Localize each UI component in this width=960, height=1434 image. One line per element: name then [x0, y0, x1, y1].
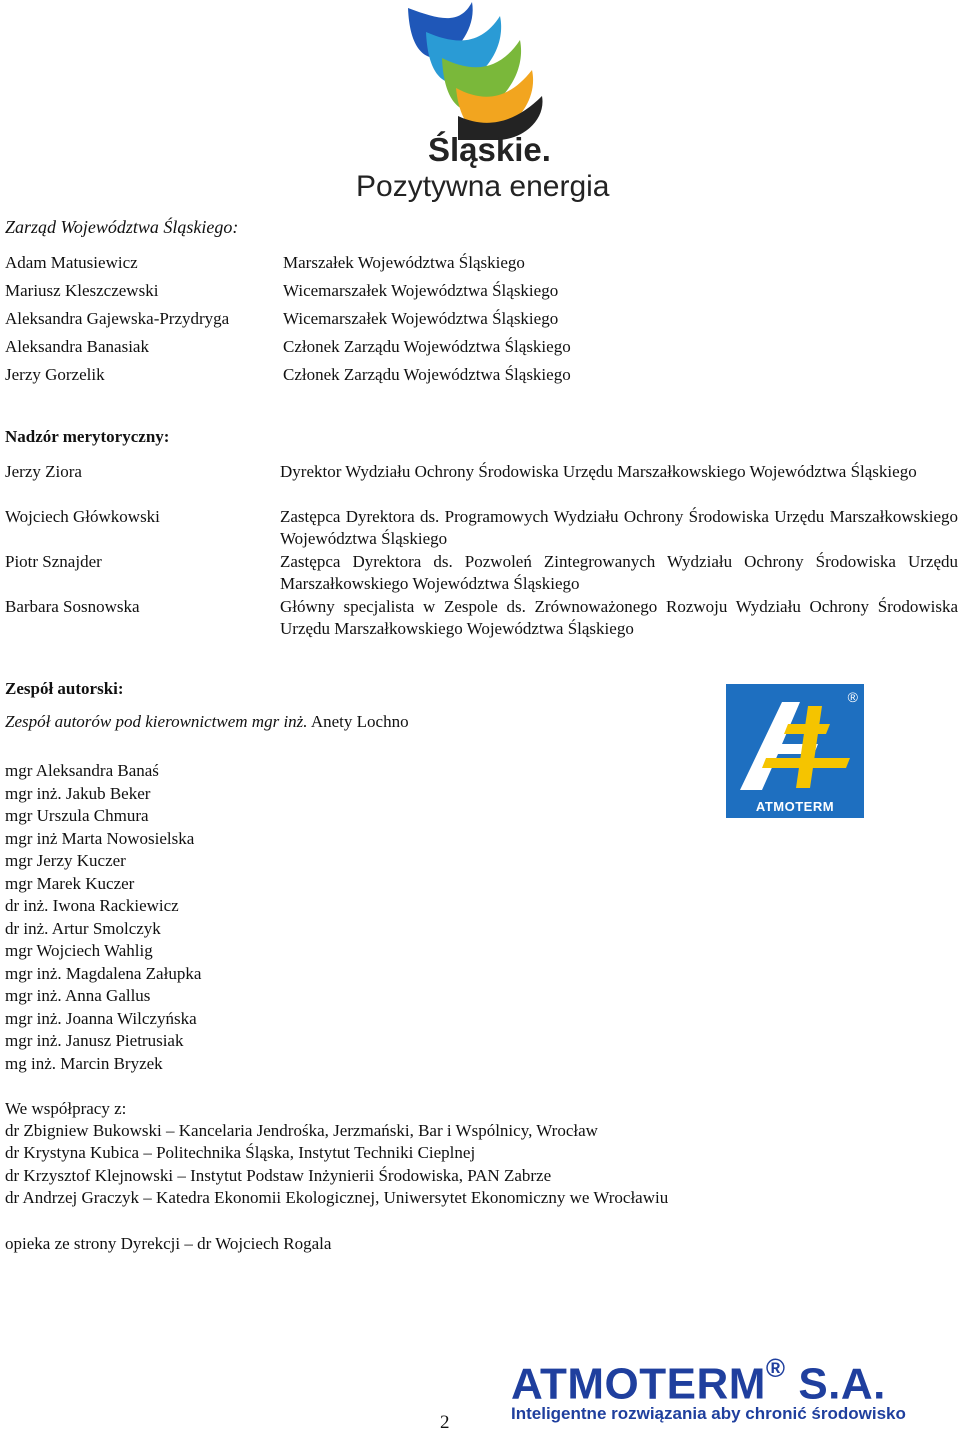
author-item: mgr Wojciech Wahlig	[5, 941, 153, 960]
cooperation-item: dr Krystyna Kubica – Politechnika Śląska, Instytut Techniki Cieplnej	[5, 1143, 476, 1163]
page-number: 2	[440, 1412, 450, 1433]
author-item: mgr inż Marta Nowosielska	[5, 828, 195, 848]
author-item: dr inż. Artur Smolczyk	[5, 918, 161, 938]
authors-heading: Zespół autorski:	[5, 679, 124, 698]
supervision-heading: Nadzór merytoryczny:	[5, 427, 170, 446]
board-member-role: Członek Zarządu Województwa Śląskiego	[283, 365, 571, 384]
supervision-member-name: Jerzy Ziora	[5, 462, 82, 481]
supervision-member-name: Wojciech Główkowski	[5, 507, 160, 526]
atmoterm-logo-reg: ®	[847, 689, 858, 705]
board-row	[5, 336, 960, 364]
board-row	[5, 252, 960, 280]
board-member-role: Członek Zarządu Województwa Śląskiego	[283, 337, 571, 356]
cooperation-item: dr Krzysztof Klejnowski – Instytut Podstaw Inżynierii Środowiska, PAN Zabrze	[5, 1165, 552, 1185]
cooperation-item: dr Andrzej Graczyk – Katedra Ekonomii Ekologicznej, Uniwersytet Ekonomiczny we Wrocławiu	[5, 1187, 669, 1207]
supervision-member-name: Piotr Sznajder	[5, 552, 102, 571]
footer-brand-reg: ®	[765, 1353, 786, 1383]
board-member-name: Adam Matusiewicz	[5, 253, 138, 272]
supervision-member-role: Zastępca Dyrektora ds. Programowych Wydziału Ochrony Środowiska Urzędu Marszałkowskiego Województwa Śląskiego	[280, 507, 958, 548]
board-member-role: Wicemarszałek Województwa Śląskiego	[283, 281, 559, 300]
care-line: opieka ze strony Dyrekcji – dr Wojciech Rogala	[5, 1234, 332, 1253]
slaskie-logo-line1: Śląskie.	[428, 131, 551, 168]
slaskie-wave-mark	[350, 0, 600, 140]
slaskie-logo-line2: Pozytywna energia	[356, 170, 610, 203]
author-item: mgr inż. Magdalena Załupka	[5, 963, 202, 983]
board-row	[5, 308, 960, 336]
authors-lead-italic: Zespół autorów pod kierownictwem mgr inż.	[5, 712, 308, 731]
author-item: mgr inż. Janusz Pietrusiak	[5, 1031, 184, 1050]
board-member-name: Mariusz Kleszczewski	[5, 281, 159, 300]
board-member-name: Aleksandra Gajewska-Przydryga	[5, 309, 230, 328]
authors-lead-name: Anety Lochno	[307, 712, 409, 731]
supervision-member-role: Dyrektor Wydziału Ochrony Środowiska Urzędu Marszałkowskiego Województwa Śląskiego	[280, 462, 917, 481]
board-member-name: Aleksandra Banasiak	[5, 337, 149, 356]
footer-brand-name: ATMOTERM	[511, 1359, 766, 1409]
author-item: mgr Aleksandra Banaś	[5, 761, 159, 780]
footer-brand-suffix: S.A.	[785, 1359, 886, 1409]
footer-tagline: Inteligentne rozwiązania aby chronić środowisko	[511, 1404, 906, 1423]
footer-brand	[511, 1348, 886, 1411]
author-item: mgr Urszula Chmura	[5, 806, 149, 825]
author-item: mgr Jerzy Kuczer	[5, 851, 126, 870]
board-heading: Zarząd Województwa Śląskiego:	[5, 217, 239, 237]
authors-team-list	[5, 760, 201, 1075]
supervision-member-role: Zastępca Dyrektora ds. Pozwoleń Zintegrowanych Wydziału Ochrony Środowiska Urzędu Marszałkowskiego Województwa Śląskiego	[280, 552, 958, 593]
authors-lead	[5, 711, 409, 733]
author-item: mgr inż. Jakub Beker	[5, 783, 151, 803]
supervision-member-name: Barbara Sosnowska	[5, 597, 140, 616]
atmoterm-logo-text: ATMOTERM	[755, 799, 835, 814]
board-row	[5, 364, 960, 392]
cooperation-list	[5, 1120, 668, 1209]
author-item: mgr inż. Joanna Wilczyńska	[5, 1008, 197, 1028]
board-member-role: Marszałek Województwa Śląskiego	[283, 253, 525, 272]
supervision-member-role: Główny specjalista w Zespole ds. Zrównoważonego Rozwoju Wydziału Ochrony Środowiska Urzędu Marszałkowskiego Województwa Śląskiego	[280, 597, 958, 638]
author-item: mg inż. Marcin Bryzek	[5, 1053, 163, 1073]
board-member-name: Jerzy Gorzelik	[5, 365, 105, 384]
board-row	[5, 280, 960, 308]
cooperation-heading: We współpracy z:	[5, 1099, 127, 1118]
author-item: mgr inż. Anna Gallus	[5, 986, 151, 1005]
author-item: mgr Marek Kuczer	[5, 873, 135, 893]
cooperation-item: dr Zbigniew Bukowski – Kancelaria Jendrośka, Jerzmański, Bar i Wspólnicy, Wrocław	[5, 1121, 598, 1140]
board-member-role: Wicemarszałek Województwa Śląskiego	[283, 309, 559, 328]
author-item: dr inż. Iwona Rackiewicz	[5, 896, 179, 915]
atmoterm-logo	[726, 684, 864, 818]
slaskie-logo	[350, 0, 610, 210]
